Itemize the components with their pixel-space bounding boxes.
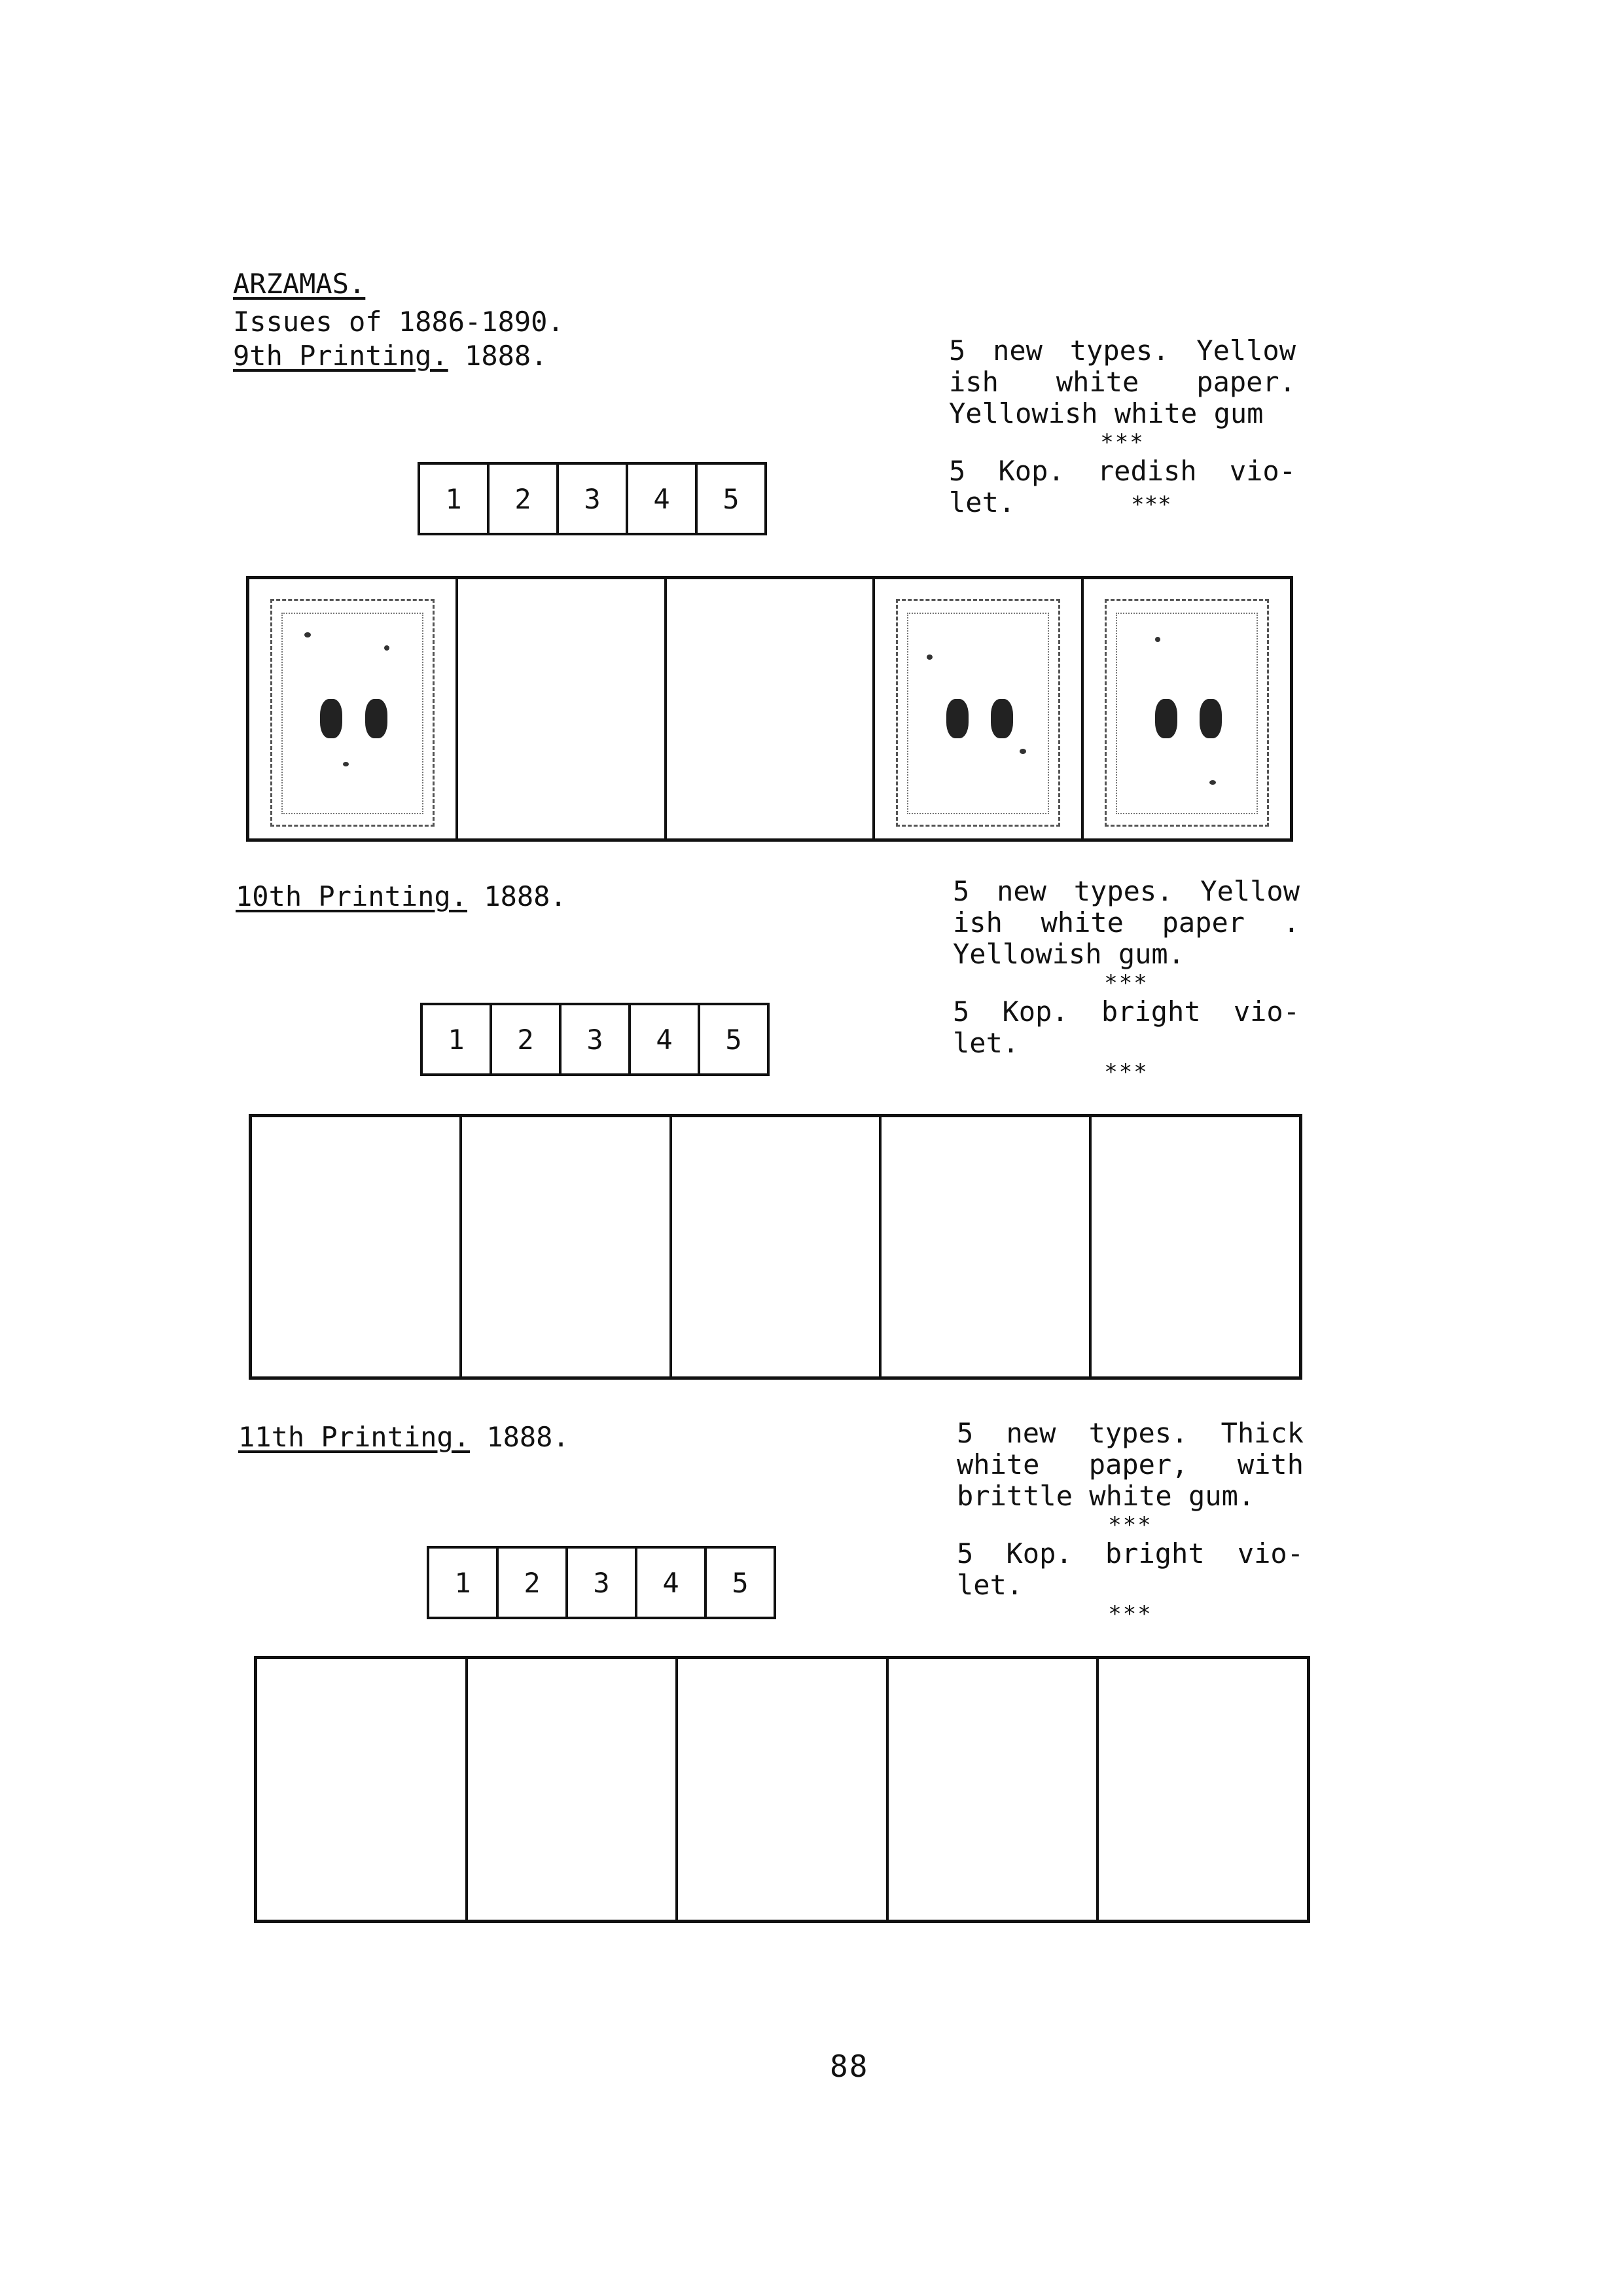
separator-stars: *** <box>1108 1601 1152 1627</box>
type-number-cell: 1 <box>429 1549 499 1617</box>
stamp-slot <box>1084 579 1290 838</box>
printing-title: 9th Printing. <box>233 340 448 372</box>
printing-year: 1888. <box>465 340 548 372</box>
stamp-slot <box>462 1117 672 1376</box>
description-line: white paper, with <box>957 1448 1304 1480</box>
separator-stars: *** <box>1100 429 1145 456</box>
page-number: 88 <box>830 2049 869 2084</box>
separator-stars: *** <box>1104 970 1149 996</box>
description-line: 5 new types. Yellow <box>949 334 1296 367</box>
value-line: 5 Kop. bright vio- <box>953 996 1300 1028</box>
stamp-strip <box>249 1114 1302 1380</box>
stamp-strip <box>246 576 1293 842</box>
stamp-ink-mark <box>1155 699 1177 738</box>
stamp-slot <box>667 579 876 838</box>
stamp-ink-mark <box>1200 699 1222 738</box>
separator-stars: *** <box>1104 1059 1149 1085</box>
description-line: ish white paper . <box>953 906 1300 939</box>
place-heading: ARZAMAS. <box>233 268 366 300</box>
printing-year: 1888. <box>484 880 567 912</box>
stamp-ink-mark <box>365 699 387 738</box>
stamp-slot <box>1099 1659 1307 1920</box>
description-line: ish white paper. <box>949 366 1296 398</box>
stamp-slot <box>672 1117 882 1376</box>
printing-title: 10th Printing. <box>236 880 468 912</box>
stamp-slot <box>257 1659 468 1920</box>
stamp-slot <box>875 579 1084 838</box>
stamp-slot <box>678 1659 889 1920</box>
printing-heading <box>236 881 567 912</box>
stamp-image <box>896 599 1060 827</box>
stamp-ink-mark <box>946 699 969 738</box>
stamp-strip <box>254 1656 1310 1923</box>
value-line: let. <box>957 1569 1024 1601</box>
stamp-slot <box>468 1659 679 1920</box>
value-line <box>949 487 1296 520</box>
issues-subheading: Issues of 1886-1890. <box>233 306 564 338</box>
type-number-cell: 5 <box>722 482 740 515</box>
type-number-cell: 5 <box>732 1566 749 1599</box>
stamp-slot <box>249 579 458 838</box>
type-number-row <box>418 462 767 535</box>
stamp-slot <box>882 1117 1092 1376</box>
type-number-cell: 2 <box>492 1005 562 1073</box>
type-number-cell: 1 <box>420 465 490 533</box>
stamp-slot <box>252 1117 462 1376</box>
type-number-cell: 4 <box>631 1005 700 1073</box>
stamp-speck <box>343 762 349 766</box>
type-number-cell: 4 <box>628 465 698 533</box>
stamp-slot <box>889 1659 1099 1920</box>
description-line: 5 new types. Thick <box>957 1417 1304 1449</box>
type-number-cell: 3 <box>559 465 628 533</box>
description-line: Yellowish white gum <box>949 397 1264 429</box>
stamp-frame <box>907 613 1049 814</box>
type-number-cell: 2 <box>490 465 559 533</box>
printing-heading <box>233 340 547 372</box>
separator-stars: *** <box>1108 1512 1152 1538</box>
type-number-cell: 5 <box>725 1023 742 1056</box>
printing-description <box>957 1418 1304 1627</box>
separator-stars: *** <box>1131 492 1171 518</box>
stamp-speck <box>304 632 311 637</box>
type-number-row <box>420 1003 770 1076</box>
type-number-cell: 2 <box>499 1549 568 1617</box>
type-number-cell: 3 <box>568 1549 637 1617</box>
printing-title: 11th Printing. <box>238 1421 471 1453</box>
stamp-image <box>270 599 435 827</box>
stamp-ink-mark <box>991 699 1013 738</box>
description-line: brittle white gum. <box>957 1480 1255 1512</box>
value-line: let. <box>953 1027 1020 1059</box>
type-number-cell: 1 <box>423 1005 492 1073</box>
type-number-row <box>427 1546 776 1619</box>
printing-description <box>949 335 1296 520</box>
printing-description <box>953 876 1300 1085</box>
stamp-speck <box>1209 780 1216 785</box>
stamp-slot <box>1092 1117 1299 1376</box>
value-line: 5 Kop. redish vio- <box>949 455 1296 487</box>
stamp-slot <box>458 579 667 838</box>
stamp-speck <box>1155 637 1160 642</box>
printing-heading <box>238 1422 569 1453</box>
description-line: 5 new types. Yellow <box>953 875 1300 907</box>
stamp-frame <box>1116 613 1258 814</box>
stamp-ink-mark <box>320 699 342 738</box>
printing-year: 1888. <box>486 1421 569 1453</box>
value-line: 5 Kop. bright vio- <box>957 1537 1304 1570</box>
type-number-cell: 4 <box>637 1549 707 1617</box>
value-line-text: let. <box>949 486 1016 518</box>
type-number-cell: 3 <box>562 1005 631 1073</box>
stamp-frame <box>281 613 423 814</box>
description-line: Yellowish gum. <box>953 938 1185 970</box>
stamp-image <box>1105 599 1269 827</box>
